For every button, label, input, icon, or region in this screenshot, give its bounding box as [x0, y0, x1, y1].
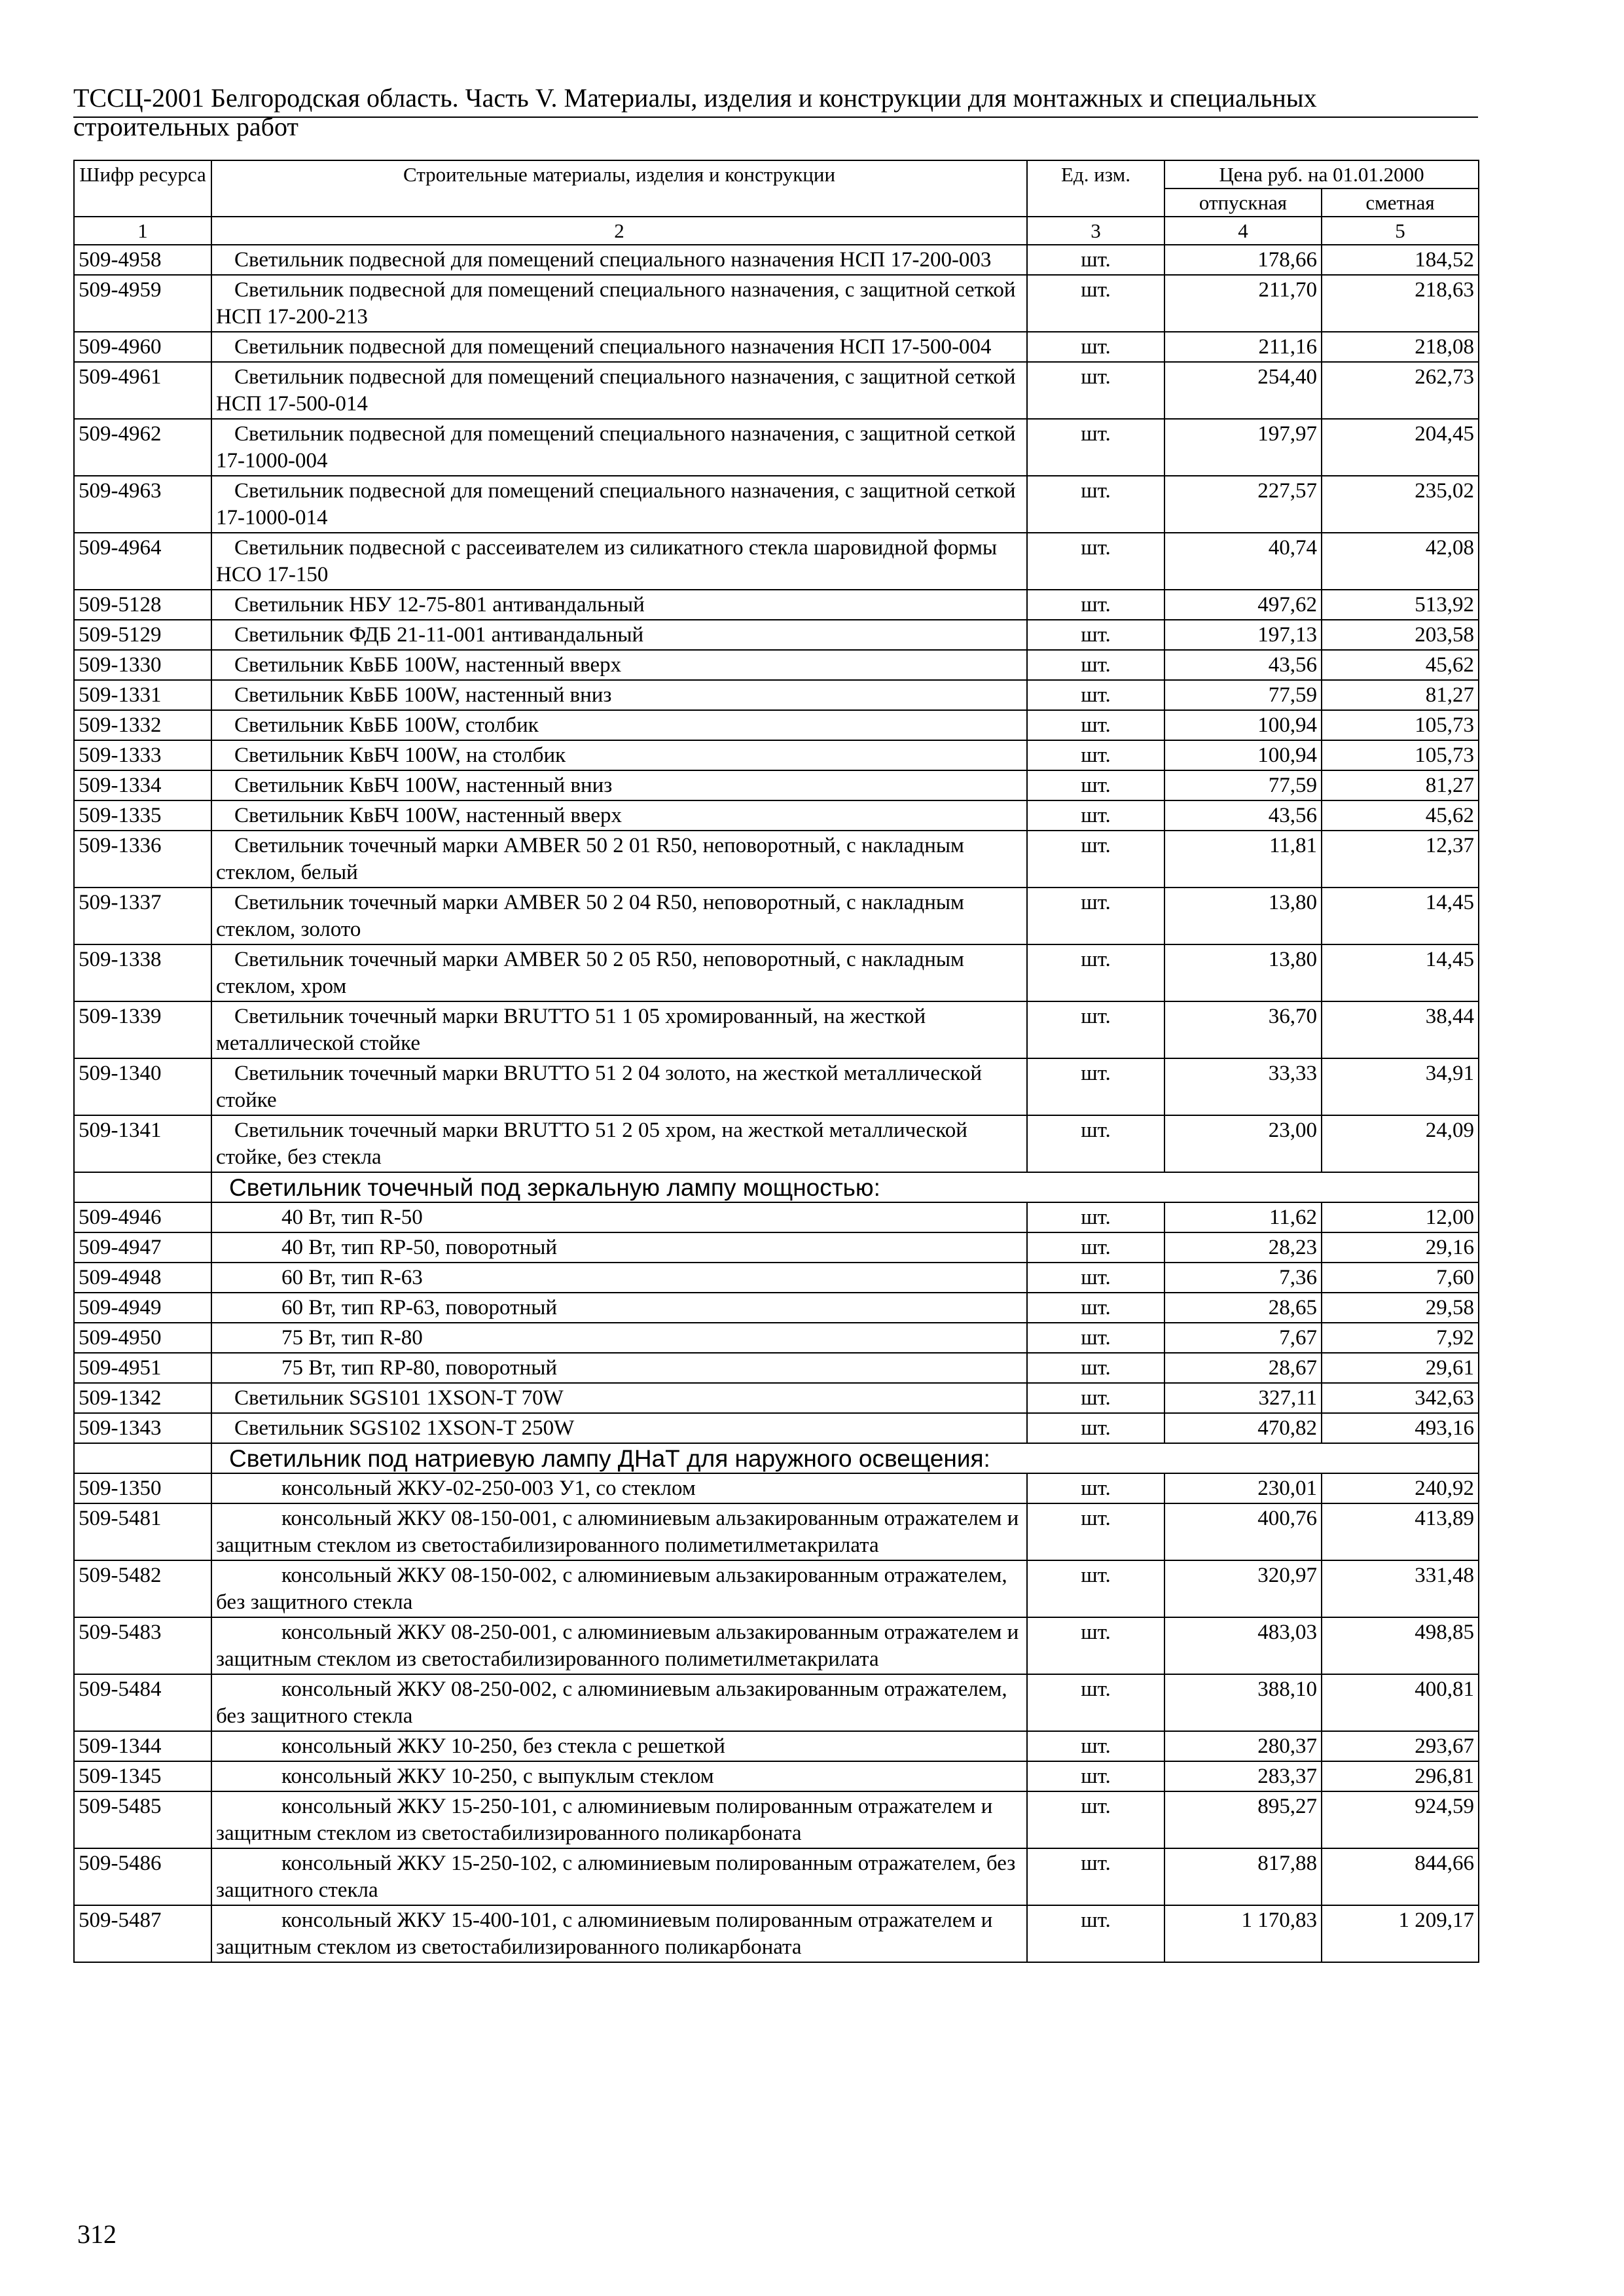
row-name: Светильник КвББ 100W, столбик [211, 710, 1027, 740]
table-row [74, 800, 1479, 831]
table-row [74, 1905, 1479, 1962]
row-release-price: 13,80 [1164, 888, 1322, 944]
header-rule [73, 117, 1478, 118]
row-unit: шт. [1027, 680, 1164, 710]
row-estimate-price: 331,48 [1322, 1560, 1479, 1617]
row-estimate-price: 296,81 [1322, 1761, 1479, 1791]
table-row [74, 1413, 1479, 1443]
row-name: консольный ЖКУ 15-250-101, с алюминиевым полированным отражателем и защитным стеклом из светостабилизированного поликарбоната [211, 1791, 1027, 1848]
column-numbers-row [74, 217, 1479, 245]
row-name: консольный ЖКУ 08-150-001, с алюминиевым альзакированным отражателем и защитным стеклом из светостабилизированного полиметилметакрилата [211, 1503, 1027, 1560]
row-unit: шт. [1027, 1263, 1164, 1293]
row-estimate-price: 45,62 [1322, 650, 1479, 680]
row-release-price: 11,62 [1164, 1202, 1322, 1232]
row-name: 60 Вт, тип RP-63, поворотный [211, 1293, 1027, 1323]
row-estimate-price: 400,81 [1322, 1674, 1479, 1731]
row-name: Светильник подвесной с рассеивателем из силикатного стекла шаровидной формы НСО 17-150 [211, 533, 1027, 590]
group-title: Светильник под натриевую лампу ДНаТ для наружного освещения: [211, 1443, 1479, 1473]
table-row [74, 1058, 1479, 1115]
row-unit: шт. [1027, 476, 1164, 533]
row-release-price: 283,37 [1164, 1761, 1322, 1791]
table-row [74, 1383, 1479, 1413]
row-release-price: 40,74 [1164, 533, 1322, 590]
column-number: 2 [211, 217, 1027, 245]
table-row [74, 1848, 1479, 1905]
row-release-price: 817,88 [1164, 1848, 1322, 1905]
row-unit: шт. [1027, 245, 1164, 275]
row-code: 509-5486 [74, 1848, 211, 1905]
row-estimate-price: 29,58 [1322, 1293, 1479, 1323]
table-row [74, 1323, 1479, 1353]
row-unit: шт. [1027, 590, 1164, 620]
row-release-price: 254,40 [1164, 362, 1322, 419]
row-name: 40 Вт, тип RP-50, поворотный [211, 1232, 1027, 1263]
row-estimate-price: 105,73 [1322, 740, 1479, 770]
row-unit: шт. [1027, 1413, 1164, 1443]
table-row [74, 1617, 1479, 1674]
col-header-name: Строительные материалы, изделия и конструкции [211, 160, 1027, 217]
row-code: 509-5483 [74, 1617, 211, 1674]
row-release-price: 320,97 [1164, 1560, 1322, 1617]
price-table [73, 160, 1479, 1963]
row-code: 509-1338 [74, 944, 211, 1001]
table-row [74, 476, 1479, 533]
row-estimate-price: 14,45 [1322, 888, 1479, 944]
row-unit: шт. [1027, 1383, 1164, 1413]
row-unit: шт. [1027, 1353, 1164, 1383]
row-estimate-price: 204,45 [1322, 419, 1479, 476]
row-code: 509-1336 [74, 831, 211, 888]
row-name: 60 Вт, тип R-63 [211, 1263, 1027, 1293]
row-code: 509-1342 [74, 1383, 211, 1413]
row-name: Светильник ФДБ 21-11-001 антивандальный [211, 620, 1027, 650]
table-row [74, 1503, 1479, 1560]
table-row [74, 362, 1479, 419]
row-estimate-price: 218,08 [1322, 332, 1479, 362]
table-row [74, 1353, 1479, 1383]
row-release-price: 211,70 [1164, 275, 1322, 332]
column-number: 4 [1164, 217, 1322, 245]
table-row [74, 650, 1479, 680]
row-unit: шт. [1027, 1761, 1164, 1791]
column-number: 3 [1027, 217, 1164, 245]
row-name: 75 Вт, тип RP-80, поворотный [211, 1353, 1027, 1383]
row-name: консольный ЖКУ-02-250-003 У1, со стеклом [211, 1473, 1027, 1503]
row-unit: шт. [1027, 1731, 1164, 1761]
row-unit: шт. [1027, 770, 1164, 800]
row-release-price: 1 170,83 [1164, 1905, 1322, 1962]
table-row [74, 1232, 1479, 1263]
table-row [74, 1791, 1479, 1848]
row-unit: шт. [1027, 944, 1164, 1001]
row-unit: шт. [1027, 710, 1164, 740]
row-estimate-price: 42,08 [1322, 533, 1479, 590]
row-estimate-price: 293,67 [1322, 1731, 1479, 1761]
table-row [74, 831, 1479, 888]
row-unit: шт. [1027, 650, 1164, 680]
table-row [74, 620, 1479, 650]
row-name: 40 Вт, тип R-50 [211, 1202, 1027, 1232]
row-release-price: 100,94 [1164, 710, 1322, 740]
row-code: 509-4949 [74, 1293, 211, 1323]
row-code: 509-5128 [74, 590, 211, 620]
row-estimate-price: 498,85 [1322, 1617, 1479, 1674]
row-estimate-price: 45,62 [1322, 800, 1479, 831]
row-release-price: 28,65 [1164, 1293, 1322, 1323]
row-code: 509-4951 [74, 1353, 211, 1383]
row-unit: шт. [1027, 1115, 1164, 1172]
row-release-price: 28,23 [1164, 1232, 1322, 1263]
table-row [74, 1731, 1479, 1761]
row-code: 509-1333 [74, 740, 211, 770]
row-unit: шт. [1027, 1503, 1164, 1560]
group-code-cell [74, 1172, 211, 1202]
table-row [74, 332, 1479, 362]
row-name: консольный ЖКУ 08-150-002, с алюминиевым альзакированным отражателем, без защитного стекла [211, 1560, 1027, 1617]
row-estimate-price: 7,60 [1322, 1263, 1479, 1293]
row-estimate-price: 38,44 [1322, 1001, 1479, 1058]
row-release-price: 43,56 [1164, 800, 1322, 831]
row-unit: шт. [1027, 888, 1164, 944]
row-name: консольный ЖКУ 15-400-101, с алюминиевым полированным отражателем и защитным стеклом из светостабилизированного поликарбоната [211, 1905, 1027, 1962]
table-row [74, 275, 1479, 332]
row-release-price: 327,11 [1164, 1383, 1322, 1413]
row-code: 509-5481 [74, 1503, 211, 1560]
row-release-price: 197,97 [1164, 419, 1322, 476]
row-release-price: 211,16 [1164, 332, 1322, 362]
row-release-price: 230,01 [1164, 1473, 1322, 1503]
row-name: консольный ЖКУ 10-250, с выпуклым стеклом [211, 1761, 1027, 1791]
row-code: 509-4960 [74, 332, 211, 362]
row-release-price: 43,56 [1164, 650, 1322, 680]
row-name: Светильник подвесной для помещений специального назначения, с защитной сеткой НСП 17-200-213 [211, 275, 1027, 332]
table-row [74, 944, 1479, 1001]
row-estimate-price: 235,02 [1322, 476, 1479, 533]
row-unit: шт. [1027, 1232, 1164, 1263]
row-estimate-price: 14,45 [1322, 944, 1479, 1001]
row-release-price: 13,80 [1164, 944, 1322, 1001]
row-name: Светильник НБУ 12-75-801 антивандальный [211, 590, 1027, 620]
row-code: 509-5484 [74, 1674, 211, 1731]
row-estimate-price: 184,52 [1322, 245, 1479, 275]
table-row [74, 680, 1479, 710]
row-unit: шт. [1027, 1001, 1164, 1058]
table-row [74, 419, 1479, 476]
row-code: 509-4946 [74, 1202, 211, 1232]
row-release-price: 36,70 [1164, 1001, 1322, 1058]
row-unit: шт. [1027, 533, 1164, 590]
table-row [74, 1115, 1479, 1172]
row-estimate-price: 81,27 [1322, 770, 1479, 800]
row-name: Светильник подвесной для помещений специального назначения НСП 17-200-003 [211, 245, 1027, 275]
header-title-line1: ТССЦ-2001 Белгородская область. Часть V. Материалы, изделия и конструкции для монтажных и специальных [73, 83, 1317, 113]
row-unit: шт. [1027, 1202, 1164, 1232]
row-name: консольный ЖКУ 08-250-001, с алюминиевым альзакированным отражателем и защитным стеклом из светостабилизированного полиметилметакрилата [211, 1617, 1027, 1674]
row-code: 509-5482 [74, 1560, 211, 1617]
row-release-price: 497,62 [1164, 590, 1322, 620]
row-name: Светильник подвесной для помещений специального назначения, с защитной сеткой 17-1000-014 [211, 476, 1027, 533]
header-title-line2: строительных работ [73, 112, 298, 141]
row-name: Светильник КвББ 100W, настенный вниз [211, 680, 1027, 710]
row-estimate-price: 12,37 [1322, 831, 1479, 888]
row-release-price: 895,27 [1164, 1791, 1322, 1848]
row-code: 509-1337 [74, 888, 211, 944]
row-name: 75 Вт, тип R-80 [211, 1323, 1027, 1353]
row-name: Светильник КвБЧ 100W, настенный вверх [211, 800, 1027, 831]
row-code: 509-1334 [74, 770, 211, 800]
row-unit: шт. [1027, 1674, 1164, 1731]
row-code: 509-1339 [74, 1001, 211, 1058]
table-row [74, 770, 1479, 800]
row-code: 509-1340 [74, 1058, 211, 1115]
row-unit: шт. [1027, 362, 1164, 419]
column-number: 1 [74, 217, 211, 245]
row-release-price: 33,33 [1164, 1058, 1322, 1115]
row-name: Светильник подвесной для помещений специального назначения НСП 17-500-004 [211, 332, 1027, 362]
row-name: консольный ЖКУ 15-250-102, с алюминиевым полированным отражателем, без защитного стекла [211, 1848, 1027, 1905]
table-row [74, 1202, 1479, 1232]
row-code: 509-4947 [74, 1232, 211, 1263]
row-code: 509-1344 [74, 1731, 211, 1761]
row-estimate-price: 7,92 [1322, 1323, 1479, 1353]
row-release-price: 470,82 [1164, 1413, 1322, 1443]
row-estimate-price: 218,63 [1322, 275, 1479, 332]
row-release-price: 77,59 [1164, 680, 1322, 710]
row-code: 509-4963 [74, 476, 211, 533]
row-name: Светильник подвесной для помещений специального назначения, с защитной сеткой НСП 17-500-014 [211, 362, 1027, 419]
row-release-price: 11,81 [1164, 831, 1322, 888]
table-row [74, 1761, 1479, 1791]
row-code: 509-4948 [74, 1263, 211, 1293]
row-release-price: 77,59 [1164, 770, 1322, 800]
row-release-price: 23,00 [1164, 1115, 1322, 1172]
table-row [74, 245, 1479, 275]
group-header-row [74, 1172, 1479, 1202]
row-code: 509-5129 [74, 620, 211, 650]
row-name: Светильник SGS102 1XSON-T 250W [211, 1413, 1027, 1443]
row-unit: шт. [1027, 1473, 1164, 1503]
row-release-price: 388,10 [1164, 1674, 1322, 1731]
row-code: 509-5487 [74, 1905, 211, 1962]
header-row-1 [74, 160, 1479, 188]
row-name: Светильник КвББ 100W, настенный вверх [211, 650, 1027, 680]
row-name: Светильник КвБЧ 100W, настенный вниз [211, 770, 1027, 800]
row-unit: шт. [1027, 1560, 1164, 1617]
table-row [74, 1263, 1479, 1293]
row-code: 509-4958 [74, 245, 211, 275]
table-row [74, 1293, 1479, 1323]
row-unit: шт. [1027, 275, 1164, 332]
row-code: 509-4950 [74, 1323, 211, 1353]
row-code: 509-1350 [74, 1473, 211, 1503]
row-release-price: 28,67 [1164, 1353, 1322, 1383]
row-code: 509-1330 [74, 650, 211, 680]
table-row [74, 1473, 1479, 1503]
row-estimate-price: 1 209,17 [1322, 1905, 1479, 1962]
page-number: 312 [77, 2219, 117, 2249]
column-number: 5 [1322, 217, 1479, 245]
table-row [74, 590, 1479, 620]
row-name: Светильник КвБЧ 100W, на столбик [211, 740, 1027, 770]
row-estimate-price: 105,73 [1322, 710, 1479, 740]
row-release-price: 483,03 [1164, 1617, 1322, 1674]
table-row [74, 888, 1479, 944]
row-name: Светильник точечный марки BRUTTO 51 2 04 золото, на жесткой металлической стойке [211, 1058, 1027, 1115]
row-estimate-price: 29,16 [1322, 1232, 1479, 1263]
row-unit: шт. [1027, 332, 1164, 362]
row-estimate-price: 12,00 [1322, 1202, 1479, 1232]
row-code: 509-4961 [74, 362, 211, 419]
row-name: Светильник точечный марки BRUTTO 51 2 05 хром, на жесткой металлической стойке, без стекла [211, 1115, 1027, 1172]
row-name: Светильник точечный марки BRUTTO 51 1 05 хромированный, на жесткой металлической стойке [211, 1001, 1027, 1058]
group-code-cell [74, 1443, 211, 1473]
row-name: Светильник подвесной для помещений специального назначения, с защитной сеткой 17-1000-004 [211, 419, 1027, 476]
row-unit: шт. [1027, 620, 1164, 650]
row-estimate-price: 844,66 [1322, 1848, 1479, 1905]
row-name: Светильник SGS101 1XSON-T 70W [211, 1383, 1027, 1413]
row-release-price: 7,36 [1164, 1263, 1322, 1293]
row-release-price: 100,94 [1164, 740, 1322, 770]
row-unit: шт. [1027, 1905, 1164, 1962]
row-name: консольный ЖКУ 08-250-002, с алюминиевым альзакированным отражателем, без защитного стекла [211, 1674, 1027, 1731]
row-code: 509-4962 [74, 419, 211, 476]
col-header-release: отпускная [1164, 188, 1322, 217]
row-estimate-price: 203,58 [1322, 620, 1479, 650]
row-code: 509-1332 [74, 710, 211, 740]
row-estimate-price: 24,09 [1322, 1115, 1479, 1172]
row-estimate-price: 342,63 [1322, 1383, 1479, 1413]
row-unit: шт. [1027, 1617, 1164, 1674]
row-code: 509-1345 [74, 1761, 211, 1791]
row-code: 509-4959 [74, 275, 211, 332]
row-estimate-price: 924,59 [1322, 1791, 1479, 1848]
row-unit: шт. [1027, 831, 1164, 888]
row-unit: шт. [1027, 1848, 1164, 1905]
row-release-price: 400,76 [1164, 1503, 1322, 1560]
table-row [74, 1001, 1479, 1058]
row-code: 509-4964 [74, 533, 211, 590]
row-release-price: 197,13 [1164, 620, 1322, 650]
row-name: Светильник точечный марки AMBER 50 2 04 R50, неповоротный, с накладным стеклом, золото [211, 888, 1027, 944]
row-estimate-price: 513,92 [1322, 590, 1479, 620]
group-title: Светильник точечный под зеркальную лампу мощностью: [211, 1172, 1479, 1202]
row-code: 509-1331 [74, 680, 211, 710]
row-name: Светильник точечный марки AMBER 50 2 05 R50, неповоротный, с накладным стеклом, хром [211, 944, 1027, 1001]
table-row [74, 1560, 1479, 1617]
row-estimate-price: 262,73 [1322, 362, 1479, 419]
table-body [74, 245, 1479, 1962]
row-estimate-price: 81,27 [1322, 680, 1479, 710]
row-unit: шт. [1027, 1791, 1164, 1848]
row-code: 509-1341 [74, 1115, 211, 1172]
table-row [74, 740, 1479, 770]
row-estimate-price: 34,91 [1322, 1058, 1479, 1115]
table-row [74, 1674, 1479, 1731]
page-header [73, 84, 1478, 141]
col-header-code: Шифр ресурса [74, 160, 211, 217]
table-row [74, 533, 1479, 590]
group-header-row [74, 1443, 1479, 1473]
row-unit: шт. [1027, 1323, 1164, 1353]
row-release-price: 280,37 [1164, 1731, 1322, 1761]
row-code: 509-5485 [74, 1791, 211, 1848]
row-code: 509-1343 [74, 1413, 211, 1443]
row-release-price: 7,67 [1164, 1323, 1322, 1353]
row-estimate-price: 493,16 [1322, 1413, 1479, 1443]
row-estimate-price: 29,61 [1322, 1353, 1479, 1383]
row-code: 509-1335 [74, 800, 211, 831]
table-row [74, 710, 1479, 740]
row-name: консольный ЖКУ 10-250, без стекла с решеткой [211, 1731, 1027, 1761]
row-release-price: 227,57 [1164, 476, 1322, 533]
row-estimate-price: 413,89 [1322, 1503, 1479, 1560]
row-release-price: 178,66 [1164, 245, 1322, 275]
row-unit: шт. [1027, 1058, 1164, 1115]
row-name: Светильник точечный марки AMBER 50 2 01 R50, неповоротный, с накладным стеклом, белый [211, 831, 1027, 888]
row-unit: шт. [1027, 1293, 1164, 1323]
row-unit: шт. [1027, 740, 1164, 770]
col-header-price: Цена руб. на 01.01.2000 [1164, 160, 1479, 188]
col-header-estimate: сметная [1322, 188, 1479, 217]
col-header-unit: Ед. изм. [1027, 160, 1164, 217]
row-unit: шт. [1027, 419, 1164, 476]
row-unit: шт. [1027, 800, 1164, 831]
row-estimate-price: 240,92 [1322, 1473, 1479, 1503]
